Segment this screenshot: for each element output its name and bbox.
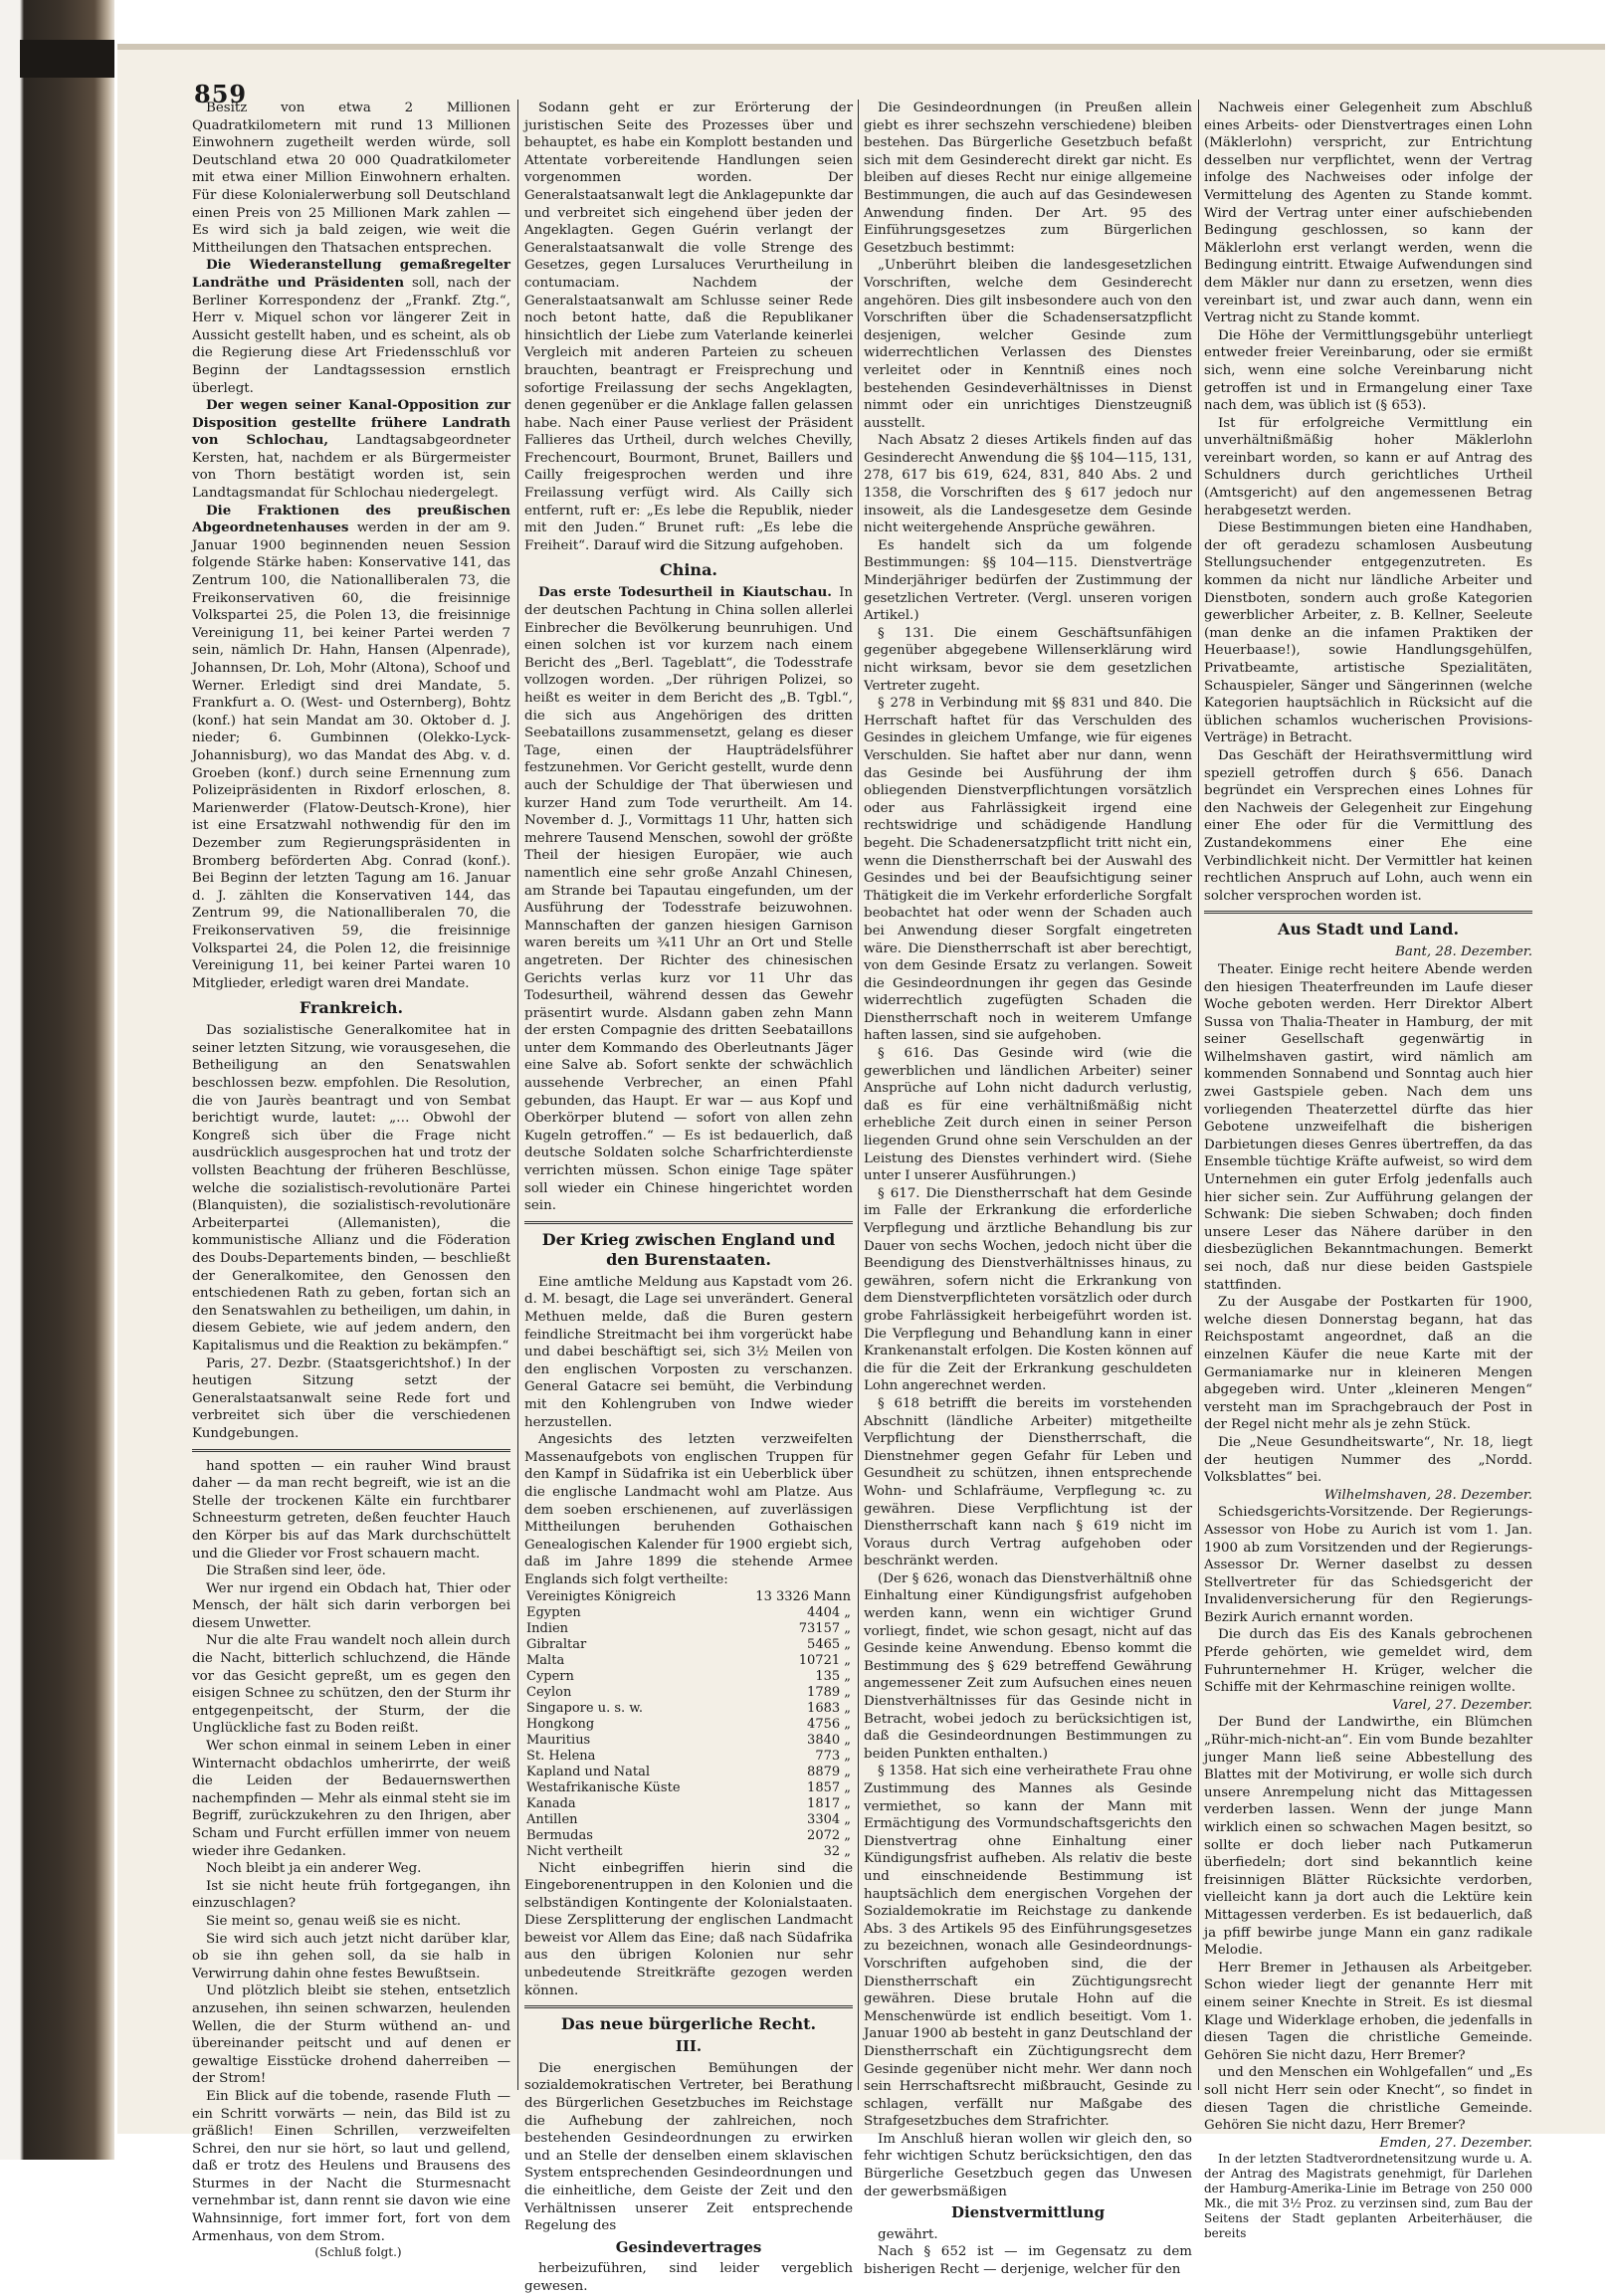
army-table-row: [524, 1653, 853, 1669]
lead-text: Der wegen seiner Kanal-Opposition zur Disposition gestellte frühere Landrath von Schlochau,: [192, 397, 510, 449]
army-table-row: [524, 1844, 853, 1860]
paragraph: Die „Neue Gesundheitswarte“, Nr. 18, liegt der heutigen Nummer des „Nordd. Volksblattes“ bei.: [1204, 1434, 1532, 1486]
army-table-row: [524, 1828, 853, 1844]
army-table-row: [524, 1669, 853, 1685]
feuilleton-divider: [192, 1449, 510, 1452]
army-table-row: [524, 1621, 853, 1637]
section-heading-stadt-land: Aus Stadt und Land.: [1277, 920, 1460, 939]
army-strength: 135 „: [815, 1668, 851, 1684]
body-text: Landtagsabgeordneter Kersten, hat, nachdem er als Bürgermeister von Thorn bestätigt worden ist, sein Landtagsmandat für Schlochau niedergelegt.: [192, 433, 510, 502]
army-strength: 4404 „: [807, 1604, 851, 1620]
section-divider: [524, 2005, 853, 2008]
army-place: Mauritius: [526, 1732, 591, 1748]
subheading-dienstvermittlung: Dienstvermittlung: [950, 2203, 1106, 2222]
body-text: soll, nach der Berliner Korrespondenz der „Frankf. Ztg.“, Herr v. Miquel schon vor längerer Zeit in Aussicht gestellt haben, und es scheint, als ob die Regierung diese Art Friedensschluß vor Beginn der Landtagssession ernstlich überlegt.: [192, 275, 510, 396]
paragraph: § 618 betrifft die bereits im vorstehenden Abschnitt (ländliche Arbeiter) mitgetheilte Verpflichtung der Dienstherrschaft, die Dienstnehmer gegen Gefahr für Leben und Gesundheit zu schützen, ihnen entsprechende Wohn- und Schlafräume, Verpflegung ꝛc. zu gewähren. Diese Verpflichtung ist der Dienstherrschaft kann nach § 619 nicht im Voraus durch Vertrag aufgehoben oder beschränkt werden.: [864, 1395, 1192, 1569]
paragraph: [192, 397, 510, 503]
army-place: Kanada: [526, 1795, 576, 1811]
army-strength: 2072 „: [807, 1827, 851, 1843]
paragraph: gewährt.: [878, 2226, 938, 2242]
paragraph: Die Straßen sind leer, öde.: [206, 1564, 386, 1579]
lead-text: Die Fraktionen des preußischen Abgeordnetenhauses: [192, 502, 510, 536]
army-table-row: [524, 1701, 853, 1717]
paragraph: [192, 257, 510, 397]
army-strength: 1857 „: [807, 1779, 851, 1795]
army-place: Indien: [526, 1620, 569, 1636]
paragraph: Herr Bremer in Jethausen als Arbeitgeber. Schon wieder liegt der genannte Herr mit einem seiner Knechte in Streit. Es ist diesmal Klage und Widerklage erhoben, die jedenfalls in diesen Tagen die christliche Gemeinde. Gehören Sie nicht dazu, Herr Bremer?: [1204, 1960, 1532, 2063]
continuation-note: (Schluß folgt.): [314, 2245, 402, 2260]
section-number: III.: [675, 2037, 703, 2056]
army-strength: 1789 „: [807, 1684, 851, 1700]
army-table-row: [524, 1780, 853, 1796]
body-text: In der deutschen Pachtung in China sollen allerlei Einbrecher die Bevölkerung beunruhigen. Und einen solchen ist vor kurzem nach einem Bericht des „Berl. Tageblatt“, die Todesstrafe vollzogen worden. „Der rührigen Polizei, so heißt es weiter in dem Bericht des „B. Tgbl.“, die sich aus Angehörigen des dritten Seebataillons zusammensetzt, gelang es dieser Tage, einen der Haupträdelsführer festzunehmen. Vor Gericht gestellt, wurde denn auch der Schuldige der That überwiesen und kurzer Hand zum Tode verurtheilt. Am 14. November d. J., Vormittags 11 Uhr, hatten sich mehrere Tausend Menschen, sowohl der größte Theil der hiesigen Europäer, wie auch namentlich eine sehr große Anzahl Chinesen, am Strande bei Tapautau eingefunden, um der Ausführung der Todesstrafe beizuwohnen. Mannschaften der ganzen hiesigen Garnison waren bereits um ¾11 Uhr an Ort und Stelle angetreten. Der Richter des chinesischen Gerichts verlas kurz vor 11 Uhr das Todesurtheil, während dessen das Gewehr präsentirt wurde. Alsdann gaben zehn Mann der ersten Compagnie des dritten Seebataillons unter dem Kommando des Oberleutnants Jäger eine Salve ab. Sofort senkte der schwächlich aussehende Verbrecher, an einen Pfahl gebunden, das Haupt. Er war — aus Kopf und Oberkörper blutend — sofort von allen zehn Kugeln getroffen.“ — Es ist bedauerlich, daß deutsche Soldaten solche Scharfrichterdienste verrichten müssen. Schon einige Tage später soll wieder ein Chinese hingerichtet worden sein.: [524, 585, 853, 1214]
paragraph: Diese Bestimmungen bieten eine Handhaben, der oft geradezu schamlosen Ausbeutung Stellungsuchender entgegenzutreten. Es kommen da nicht nur ländliche Arbeiter und Dienstboten, sondern auch große Kategorien gewerblicher Arbeiter, z. B. Kellner, Seeleute (man denke an die infamen Praktiken der Heuerbaase!), sowie Handlungsgehülfen, Privatbeamte, artistische Spezialitäten, Schauspieler, Sänger und Sängerinnen (welche Kategorien hauptsächlich in Rücksicht auf die üblichen schamlos wucherischen Provisions-Verträge) in Betracht.: [1204, 521, 1532, 746]
army-place: Westafrikanische Küste: [526, 1779, 681, 1795]
army-strength: 10721 „: [798, 1652, 851, 1668]
paragraph: § 131. Die einem Geschäftsunfähigen gegenüber abgegebene Willenserklärung wird nicht wirksam, bevor sie dem gesetzlichen Vertreter zugeht.: [864, 625, 1192, 694]
army-table-row: [524, 1717, 853, 1733]
section-divider: [1204, 911, 1532, 914]
paragraph: In der letzten Stadtverordnetensitzung wurde u. A. der Antrag des Magistrats genehmigt, für Darlehen der Hamburg-Amerika-Linie im Betrage von 250 000 Mk., die mit 3½ Proz. zu verzinsen sind, zum Bau der Seitens der Stadt geplanten Arbeiterhäuser, die bereits: [1204, 2152, 1532, 2241]
army-place: Antillen: [526, 1811, 578, 1827]
army-table-row: [524, 1685, 853, 1701]
army-place: Egypten: [526, 1604, 581, 1620]
section-divider: [524, 1221, 853, 1224]
paragraph: Noch bleibt ja ein anderer Weg.: [206, 1861, 422, 1877]
paragraph: Paris, 27. Dezbr. (Staatsgerichtshof.) In der heutigen Sitzung setzt der Generalstaatsanwalt seine Rede fort und verbreitet sich über die verschiedenen Kundgebungen.: [192, 1356, 510, 1441]
paragraph: (Der § 626, wonach das Dienstverhältniß ohne Einhaltung einer Kündigungsfrist aufgehoben werden kann, wenn ein wichtiger Grund vorliegt, findet, wie schon gesagt, nicht auf das Gesinde keine Anwendung. Ebenso kommt die Bestimmung des § 629 betreffend Gewährung angemessener Zeit zum Aufsuchen eines neuen Dienstverhältnisses für das Gesinde nicht in Betracht, wobei jedoch zu berücksichtigen ist, daß die Gesindeordnungen Bestimmungen zu beiden Punkten enthalten.): [864, 1570, 1192, 1762]
paragraph: Sie wird sich auch jetzt nicht darüber klar, ob sie ihn gehen soll, da sie halb in Verwirrung dahin ohne festes Bewußtsein.: [192, 1931, 510, 1982]
army-place: Vereinigtes Königreich: [526, 1588, 677, 1604]
army-strength: 32 „: [823, 1843, 851, 1859]
paragraph: [524, 584, 853, 1214]
paragraph: [192, 503, 510, 993]
binding-top: [20, 40, 114, 78]
column-1: [192, 100, 510, 2260]
army-place: Cypern: [526, 1668, 574, 1684]
army-strength: 1683 „: [807, 1700, 851, 1716]
paragraph: Schiedsgerichts-Vorsitzende. Der Regierungs-Assessor von Hobe zu Aurich ist vom 1. Jan. 1900 ab zum Vorsitzenden und der Regierungs-Assessor Dr. Werner daselbst zu dessen Stellvertreter für das Schiedsgericht der Invalidenversicherung für den Regierungs-Bezirk Aurich ernannt worden.: [1204, 1505, 1532, 1625]
page-number: 859: [194, 80, 248, 108]
paragraph: § 616. Das Gesinde wird (wie die gewerblichen und ländlichen Arbeiter) seiner Ansprüche auf Lohn nicht dadurch verlustig, daß es für eine verhältnißmäßig nicht erhebliche Zeit durch einen in seiner Person liegenden Grund ohne sein Verschulden an der Leistung des Dienstes verhindert wird. (Siehe unter I unserer Ausführungen.): [864, 1046, 1192, 1184]
paragraph: Wer nur irgend ein Obdach hat, Thier oder Mensch, der hält sich darin verborgen bei diesem Unwetter.: [192, 1580, 510, 1631]
army-strength: 1817 „: [807, 1795, 851, 1811]
army-place: Gibraltar: [526, 1636, 587, 1652]
army-table-row: [524, 1605, 853, 1621]
paragraph: und den Menschen ein Wohlgefallen“ und „Es soll nicht Herr sein oder Knecht“, so findet in diesen Tagen die christliche Gemeinde. Gehören Sie nicht dazu, Herr Bremer?: [1204, 2065, 1532, 2134]
paragraph: § 1358. Hat sich eine verheirathete Frau ohne Zustimmung des Mannes als Gesinde vermiethet, so kann der Mann mit Ermächtigung des Vormundschaftsgerichts den Dienstvertrag ohne Einhaltung einer Kündigungsfrist aufheben. Als relativ die beste und einschneidende Bestimmung ist hauptsächlich dem energischen Vorgehen der Sozialdemokratie im Reichstage zu dankende Abs. 3 des Artikels 95 des Einführungsgesetzes zu bezeichnen, wonach alle Gesindeordnungs-Vorschriften aufgehoben sind, die der Dienstherrschaft ein Züchtigungsrecht gewähren. Diese brutale Hohn auf die Menschenwürde ist endlich beseitigt. Vom 1. Januar 1900 ab besteht in ganz Deutschland der Dienstherrschaft ein Züchtigungsrecht dem Gesinde gegenüber nicht mehr. Wer dann noch sein Herrschaftsrecht mißbraucht, Gesinde zu schlagen, verfällt nur Maßgabe des Strafgesetzbuches dem Strafrichter.: [864, 1764, 1192, 2130]
paragraph: Ein Blick auf die tobende, rasende Fluth — ein Schritt vorwärts — nein, das Bild ist zu gräßlich! Einen Schrillen, verzweifelten Schrei, den nur sie hört, so laut und gellend, daß er trotz des Heulens und Brausens des Sturmes in der Nacht die Sturmesnacht vernehmbar ist, dann rennt sie davon wie eine Wahnsinnige, fort immer fort, fort von dem Armenhaus, von dem Strom.: [192, 2088, 510, 2244]
paragraph: Nur die alte Frau wandelt noch allein durch die Nacht, bitterlich schluchzend, die Hände vor das Gesicht gepreßt, um es gegen den eisigen Schnee zu schützen, den der Sturm ihr entgegenpeitscht, der Sturm, der die Unglückliche fast zu Boden reißt.: [192, 1633, 510, 1737]
paragraph: Nicht einbegriffen hierin sind die Eingeborenentruppen in den Kolonien und die selbständigen Kontingente der Kolonialstaaten. Diese Zersplitterung der englischen Landmacht beweist vor Allem das Eine; daß nach Südafrika aus den übrigen Kolonien nur sehr unbedeutende Streitkräfte gezogen werden können.: [524, 1860, 853, 1998]
paragraph: herbeizuführen, sind leider vergeblich gewesen.: [524, 2261, 853, 2294]
army-strength: 5465 „: [807, 1636, 851, 1652]
army-strength: 4756 „: [807, 1716, 851, 1732]
column-4: [1204, 100, 1532, 2241]
subheading-gesindevertrag: Gesindevertrages: [615, 2237, 762, 2256]
army-strength: 13 3326 Mann: [755, 1588, 851, 1604]
army-strength: 8879 „: [807, 1764, 851, 1779]
lead-text: Das erste Todesurtheil in Kiautschau.: [538, 584, 832, 601]
paragraph: „Unberührt bleiben die landesgesetzlichen Vorschriften, welche dem Gesinderecht angehören. Dies gilt insbesondere auch von den Vorschriften über die Schadensersatzpflicht desjenigen, welcher Gesinde zum widerrechtlichen Verlassen des Dienstes verleitet oder in Kenntniß eines noch bestehenden Gesindeverhältnisses in Dienst nimmt oder ein unrichtiges Dienstzeugniß ausstellt.: [864, 258, 1192, 431]
paragraph: Es handelt sich da um folgende Bestimmungen: §§ 104—115. Dienstverträge Minderjähriger bedürfen der Zustimmung der gesetzlichen Vertreter. (Vergl. unseren vorigen Artikel.): [864, 537, 1192, 624]
army-strength: 773 „: [815, 1748, 851, 1764]
army-place: St. Helena: [526, 1748, 596, 1764]
army-place: Singapore u. s. w.: [526, 1700, 643, 1716]
dateline: Bant, 28. Dezember.: [1395, 944, 1532, 960]
army-place: Malta: [526, 1652, 565, 1668]
army-place: Nicht vertheilt: [526, 1843, 623, 1859]
paragraph: Ist für erfolgreiche Vermittlung ein unverhältnißmäßig hoher Mäklerlohn vereinbart worden, so kann er auf Antrag des Schuldners durch gerichtliches Urtheil (Amtsgericht) auf den angemessenen Betrag herabgesetzt werden.: [1204, 415, 1532, 519]
army-strength: 3304 „: [807, 1811, 851, 1827]
paragraph: Das sozialistische Generalkomitee hat in seiner letzten Sitzung, wie vorausgesehen, die Betheiligung an den Senatswahlen beschlossen bezw. empfohlen. Die Resolution, die von Jaurès beantragt und von Sembat berichtigt wurde, lautet: „… Obwohl der Kongreß sich über die Frage nicht ausdrücklich ausgesprochen hat und trotz der vollsten Beachtung der früheren Beschlüsse, welche die sozialistisch-revolutionäre Partei (Blanquisten), die sozialistisch-revolutionäre Arbeiterpartei (Allemanisten), die kommunistische Allianz und die Föderation des Doubs-Departements binden, — beschließt der Generalkomitee, den Genossen den entschiedenen Rath zu geben, fortan sich an den Senatswahlen zu betheiligen, um dahin, in diesem Gebiete, wie auf jedem andern, den Kapitalismus und die Reaktion zu bekämpfen.“: [192, 1023, 510, 1354]
paragraph: Eine amtliche Meldung aus Kapstadt vom 26. d. M. besagt, die Lage sei unverändert. General Methuen melde, daß die Buren gestern feindliche Streitmacht bei ihm vorgerückt habe und dabei beschäftigt sei, sich 3½ Meilen von den englischen Vorposten zu verschanzen. General Gatacre sei bemüht, die Verbindung mit den Kohlengruben von Indwe wieder herzustellen.: [524, 1274, 853, 1430]
army-table-row: [524, 1749, 853, 1765]
page-edge: [117, 44, 1605, 50]
column-2: [524, 100, 853, 2294]
book-binding: [0, 0, 114, 2160]
army-place: Kapland und Natal: [526, 1764, 650, 1779]
army-table-row: [524, 1812, 853, 1828]
paragraph: Besitz von etwa 2 Millionen Quadratkilometern mit rund 13 Millionen Einwohnern zugetheilt werden würde, soll Deutschland etwa 20 000 Quadratkilometer mit etwa einer Million Einwohnern erhalten. Für diese Kolonialerwerbung soll Deutschland einen Preis von 25 Millionen Mark zahlen — Es wird sich ja bald zeigen, wie weit die Mittheilungen den Thatsachen entsprechen.: [192, 101, 510, 256]
section-heading-frankreich: Frankreich.: [299, 998, 404, 1018]
paragraph: Zu der Ausgabe der Postkarten für 1900, welche diesen Donnerstag begann, hat das Reichspostamt angeordnet, daß an die einzelnen Käufer die neue Karte mit der Germaniamarke nur in kleineren Mengen abgegeben wird. Unter „kleineren Mengen“ versteht man im Sprachgebrauch der Post in der Regel nicht mehr als je zehn Stück.: [1204, 1295, 1532, 1433]
paragraph: Die Gesindeordnungen (in Preußen allein giebt es ihrer sechszehn verschiedene) bleiben bestehen. Das Bürgerliche Gesetzbuch befaßt sich mit dem Gesinderecht direkt gar nicht. Es bleiben auf dieses Recht nur einige allgemeine Bestimmungen, die auch auf das Gesindewesen Anwendung finden. Der Art. 95 des Einführungsgesetzes zum Bürgerlichen Gesetzbuch bestimmt:: [864, 101, 1192, 256]
army-place: Hongkong: [526, 1716, 595, 1732]
section-heading-recht: Das neue bürgerliche Recht.: [560, 2014, 817, 2034]
paragraph: Wer schon einmal in seinem Leben in einer Winternacht obdachlos umherirrte, der weiß die Leiden der Bedauernswerthen nachempfinden — Mehr als einmal steht sie im Begriff, zurückzukehren zu den Ihrigen, aber Scham und Furcht erfüllen immer von neuem wieder ihre Gedanken.: [192, 1739, 510, 1859]
column-rule-3: [1198, 100, 1199, 2090]
dateline: Emden, 27. Dezember.: [1379, 2135, 1532, 2151]
lead-text: Die Wiederanstellung gemaßregelter Landräthe und Präsidenten: [192, 257, 510, 291]
paragraph: Nachweis einer Gelegenheit zum Abschluß eines Arbeits- oder Dienstvertrages einen Lohn (Mäklerlohn) verspricht, zur Entrichtung desselben nur verpflichtet, wenn der Vertrag infolge des Nachweises oder infolge der Vermittelung des Agenten zu Stande kommt. Wird der Vertrag unter einer aufschiebenden Bedingung geschlossen, so kann der Mäklerlohn erst verlangt werden, wenn die Bedingung eintritt. Etwaige Aufwendungen sind dem Mäkler nur dann zu ersetzen, wenn dies vereinbart ist, und zwar auch dann, wenn ein Vertrag nicht zu Stande kommt.: [1204, 101, 1532, 326]
paragraph: Sie meint so, genau weiß sie es nicht.: [206, 1913, 462, 1929]
column-rule-1: [517, 100, 518, 2090]
paragraph: Die Höhe der Vermittlungsgebühr unterliegt entweder freier Vereinbarung, oder sie ermißt sich, wenn eine solche Vereinbarung nicht getroffen ist und in Ermangelung einer Taxe nach dem, was üblich ist (§ 653).: [1204, 327, 1532, 414]
body-text: werden in der am 9. Januar 1900 beginnenden neuen Session folgende Stärke haben: Konservative 141, das Zentrum 100, die Nationalliberalen 73, die Freikonservativen 60, die freisinnige Volkspartei 25, die Polen 13, die freisinnige Vereinigung 11, bei keiner Partei werden 7 sein, nämlich Dr. Hahn, Hansen (Alpenrade), Johannsen, Dr. Loh, Mohr (Altona), Schoof und Werner. Erledigt sind drei Mandate, 5. Frankfurt a. O. (West- und Osternberg), Bohtz (konf.) hat sein Mandat am 30. Oktober d. J. nieder; 6. Gumbinnen (Olekko-Lyck-Johannisburg), wo das Mandat des Abg. v. d. Groeben (konf.) durch seine Ernennung zum Polizeipräsidenten in Rixdorf erloschen, 8. Marienwerder (Flatow-Deutsch-Krone), hier ist eine Ersatzwahl nothwendig für den im Dezember zum Regierungspräsidenten in Bromberg beförderten Abg. Conrad (konf.). Bei Beginn der letzten Tagung am 16. Januar d. J. zählten die Konservativen 144, das Zentrum 99, die Nationalliberalen 70, die Freikonservativen 59, die freisinnige Volkspartei 24, die Polen 12, die freisinnige Vereinigung 11, bei keiner Partei waren 10 Mitglieder, erledigt waren drei Mandate.: [192, 521, 510, 991]
army-table: [524, 1589, 853, 1860]
paragraph: Die durch das Eis des Kanals gebrochenen Pferde gehörten, wie gemeldet wird, dem Fuhrunternehmer H. Krüger, welcher die Schiffe mit der Kehrmaschine reinigen wollte.: [1204, 1627, 1532, 1696]
paragraph: Im Anschluß hieran wollen wir gleich den, so fehr wichtigen Schutz berücksichtigen, den das Bürgerliche Gesetzbuch gegen das Unwesen der gewerbsmäßigen: [864, 2131, 1192, 2199]
army-table-row: [524, 1796, 853, 1812]
paragraph: Nach § 652 ist — im Gegensatz zu dem bisherigen Recht — derjenige, welcher für den: [864, 2244, 1192, 2278]
section-heading-china: China.: [659, 560, 717, 580]
paragraph: Nach Absatz 2 dieses Artikels finden auf das Gesinderecht Anwendung die §§ 104—115, 131, 278, 617 bis 619, 624, 831, 840 Abs. 2 und 1358, die Vorschriften des § 617 jedoch nur insoweit, als die Landesgesetze dem Gesinde nicht weitergehende Ansprüche gewähren.: [864, 433, 1192, 536]
dateline: Wilhelmshaven, 28. Dezember.: [1323, 1487, 1532, 1503]
paragraph: Der Bund der Landwirthe, ein Blümchen „Rühr-mich-nicht-an“. Ein vom Bunde bezahlter junger Mann ließ seine Abbestellung des Blattes mit der Motivirung, er wolle sich durch unsere Anrempelung nicht das Mittagessen verderben lassen. Wenn der junge Mann wirklich einen so schwachen Magen besitzt, so sollte er doch lieber nach Putkamerun überfiedeln; dort sind bekanntlich keine freisinnigen Blätter Rücksichte verdorben, vielleicht kann ja dort auch die Lektüre kein Mittagessen verderben. Es ist bedauerlich, daß ja pfiff bewirbe junge Mann ein ganz radikale Melodie.: [1204, 1715, 1532, 1959]
army-strength: 73157 „: [798, 1620, 851, 1636]
army-place: Ceylon: [526, 1684, 572, 1700]
paragraph: Das Geschäft der Heirathsvermittlung wird speziell getroffen durch § 656. Danach begründet ein Versprechen eines Lohnes für den Nachweis der Gelegenheit zur Eingehung einer Ehe oder für die Vermittlung des Zustandekommens einer Ehe eine Verbindlichkeit nicht. Der Vermittler hat keinen rechtlichen Anspruch auf Lohn, auch wenn ein solcher versprochen worden ist.: [1204, 747, 1532, 904]
paragraph: Und plötzlich bleibt sie stehen, entsetzlich anzusehen, ihn seinen schwarzen, heulenden Wellen, die der Sturm wüthend an- und übereinander peitscht und auf denen er gewaltige Eisstücke drohend daherreiben — der Strom!: [192, 1983, 510, 2087]
dateline: Varel, 27. Dezember.: [1391, 1697, 1532, 1713]
column-3: [864, 100, 1192, 2278]
section-heading-krieg: Der Krieg zwischen England und den Burenstaaten.: [541, 1229, 836, 1269]
paragraph: Ist sie nicht heute früh fortgegangen, ihn einzuschlagen?: [192, 1878, 510, 1912]
paragraph: Die energischen Bemühungen der sozialdemokratischen Vertreter, bei Berathung des Bürgerlichen Gesetzbuches im Reichstage die Aufhebung der zahlreichen, noch bestehenden Gesindeordnungen zu erwirken und an Stelle der denselben einem sklavischen System entsprechenden Gesindeordnungen und die einheitliche, dem Geiste der Zeit und den Verhältnissen unserer Zeit entsprechende Regelung des: [524, 2060, 853, 2234]
army-table-row: [524, 1765, 853, 1780]
paragraph: Theater. Einige recht heitere Abende werden den hiesigen Theaterfreunden im Laufe dieser Woche geboten werden. Herr Direktor Albert Sussa von Thalia-Theater in Hamburg, der mit seiner Gesellschaft gegenwärtig in Wilhelmshaven gastirt, wird nämlich am kommenden Sonnabend und Sonntag auch hier zwei Gastspiele geben. Nach dem uns vorliegenden Theaterzettel dürfte das hier Gebotene unzweifelhaft die bisherigen Darbietungen dieses Genres übertreffen, da das Ensemble tüchtige Kräfte aufweist, so wird dem Unternehmen ein guter Erfolg jedenfalls auch hier sicher sein. Zur Aufführung gelangen der Schwank: Die sieben Schwaben; doch finden unsere Leser das Nähere darüber in den diesbezüglichen Bekanntmachungen. Bemerkt sei noch, daß nur diese beiden Gastspiele stattfinden.: [1204, 961, 1532, 1293]
paragraph: § 617. Die Dienstherrschaft hat dem Gesinde im Falle der Erkrankung die erforderliche Verpflegung und ärztliche Behandlung bis zur Dauer von sechs Wochen, jedoch nicht über die Beendigung des Dienstverhältnisses hinaus, zu gewähren, sofern nicht die Erkrankung von dem Dienstverpflichteten vorsätzlich oder durch grobe Fahrlässigkeit herbeigeführt worden ist. Die Verpflegung und Behandlung kann in einer Krankenanstalt erfolgen. Die Kosten können auf die für die Zeit der Erkrankung geschuldeten Lohn angerechnet werden.: [864, 1185, 1192, 1394]
paragraph: Angesichts des letzten verzweifelten Massenaufgebots von englischen Truppen für den Kampf in Südafrika ist ein Ueberblick über die englische Landmacht wohl am Platze. Aus dem soeben erschienenen, auf zuverlässigen Mittheilungen beruhenden Gothaischen Genealogischen Kalender für 1900 ergiebt sich, daß im Jahre 1899 die stehende Armee Englands sich folgt vertheilte:: [524, 1432, 853, 1587]
paragraph: Sodann geht er zur Erörterung der juristischen Seite des Prozesses über und behauptet, es habe ein Komplott bestanden und Attentate vorbereitende Handlungen seien vorgenommen worden. Der Generalstaatsanwalt legt die Anklagepunkte dar und verbreitet sich eingehend über jeden der Angeklagten. Gegen Guérin verlangt der Generalstaatsanwalt die volle Strenge des Gesetzes, gegen Lursaluces Verurtheilung in contumaciam. Nachdem der Generalstaatsanwalt am Schlusse seiner Rede noch betont hatte, daß die Republikaner hinsichtlich der Liebe zum Vaterlande keinerlei Vergleich mit anderen Parteien zu scheuen brauchten, beantragt er Freisprechung und sofortige Freilassung der sechs Angeklagten, denen gegenüber er die Anklage fallen gelassen habe. Nach einer Pause verliest der Präsident Fallieres das Urtheil, durch welches Chevilly, Frechencourt, Bourmont, Brunet, Baillers und Cailly freigesprochen werden und ihre Freilassung verfügt wird. Als Cailly sich entfernt, ruft er: „Es lebe die Republik, nieder mit den Juden.“ Brunet ruft: „Es lebe die Freiheit“. Darauf wird die Sitzung aufgehoben.: [524, 101, 853, 553]
paragraph: § 278 in Verbindung mit §§ 831 und 840. Die Herrschaft haftet für das Verschulden des Gesindes in gleichem Umfange, wie für eigenes Verschulden. Sie haftet aber nur dann, wenn das Gesinde bei Ausführung der ihm obliegenden Dienstverpflichtungen vorsätzlich oder aus Fahrlässigkeit irgend eine rechtswidrige und schädigende Handlung begeht. Die Schadenersatzpflicht tritt nicht ein, wenn die Dienstherrschaft bei der Auswahl des Gesindes und bei der Beaufsichtigung seiner Thätigkeit die im Verkehr erforderliche Sorgfalt beobachtet hat oder wenn der Schaden auch bei Anwendung dieser Sorgfalt eingetreten wäre. Die Dienstherrschaft ist aber berechtigt, von dem Gesinde Ersatz zu verlangen. Soweit die Gesindeordnungen ihr gegen das Gesinde widerrechtlich zugefügten Schaden die Dienstherrschaft noch in weiterem Umfange haften lassen, sind sie aufgehoben.: [864, 696, 1192, 1044]
column-rule-2: [858, 100, 859, 2090]
paragraph: hand spotten — ein rauher Wind braust daher — da man recht begreift, wie ist an die Stelle der trockenen Kälte ein furchtbarer Schneesturm getreten, deßen feuchter Hauch den Körper bis auf das Mark durchschüttelt und die Glieder vor Frost schauern macht.: [192, 1458, 510, 1562]
army-table-row: [524, 1589, 853, 1605]
army-table-row: [524, 1637, 853, 1653]
army-place: Bermudas: [526, 1827, 593, 1843]
army-strength: 3840 „: [807, 1732, 851, 1748]
army-table-row: [524, 1733, 853, 1749]
